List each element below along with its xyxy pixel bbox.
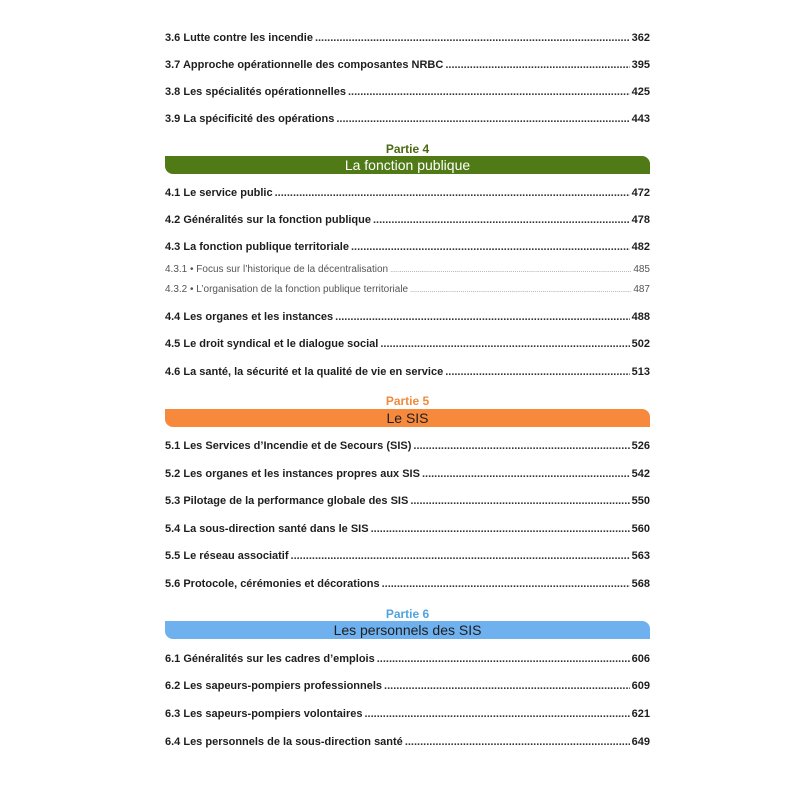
toc-entry-page: 513 bbox=[631, 366, 650, 378]
part-title-bar: Le SIS bbox=[165, 409, 650, 427]
toc-entry[interactable] bbox=[165, 59, 650, 71]
toc-entry-label: 5.1 Les Services d’Incendie et de Secours (SIS) bbox=[165, 440, 412, 452]
part-title-bar: Les personnels des SIS bbox=[165, 621, 650, 639]
toc-entry-label: 4.6 La santé, la sécurité et la qualité de vie en service bbox=[165, 366, 444, 378]
toc-entry-page: 362 bbox=[631, 32, 650, 44]
toc-entry[interactable] bbox=[165, 32, 650, 44]
toc-entry-page: 488 bbox=[631, 311, 650, 323]
dot-leader bbox=[335, 311, 630, 323]
toc-entry-page: 560 bbox=[631, 523, 650, 535]
toc-entry[interactable] bbox=[165, 338, 650, 350]
toc-entry-label: 4.3.2 • L’organisation de la fonction publique territoriale bbox=[165, 284, 409, 295]
toc-entry-label: 6.4 Les personnels de la sous-direction santé bbox=[165, 736, 403, 748]
dot-leader bbox=[380, 338, 629, 350]
toc-entry[interactable] bbox=[165, 578, 650, 590]
toc-entry-page: 425 bbox=[631, 86, 650, 98]
toc-entry-label: 3.6 Lutte contre les incendie bbox=[165, 32, 313, 44]
dot-leader bbox=[445, 366, 629, 378]
dot-leader bbox=[373, 214, 630, 226]
toc-entry[interactable] bbox=[165, 495, 650, 507]
toc-entry-label: 4.4 Les organes et les instances bbox=[165, 311, 334, 323]
toc-entry-page: 443 bbox=[631, 113, 650, 125]
toc-entry-page: 568 bbox=[631, 578, 650, 590]
toc-entry-label: 6.3 Les sapeurs-pompiers volontaires bbox=[165, 708, 363, 720]
toc-entry-label: 5.6 Protocole, cérémonies et décorations bbox=[165, 578, 380, 590]
dot-leader bbox=[413, 440, 629, 452]
toc-entry-page: 550 bbox=[631, 495, 650, 507]
toc-entry[interactable] bbox=[165, 653, 650, 665]
toc-entry-page: 502 bbox=[631, 338, 650, 350]
toc-entry-page: 472 bbox=[631, 187, 650, 199]
toc-entry-label: 5.2 Les organes et les instances propres aux SIS bbox=[165, 468, 420, 480]
toc-entry-page: 621 bbox=[631, 708, 650, 720]
dot-leader bbox=[364, 708, 629, 720]
dot-leader bbox=[384, 680, 630, 692]
toc-entry[interactable] bbox=[165, 241, 650, 253]
toc-entry[interactable] bbox=[165, 708, 650, 720]
toc-entry-label: 4.1 Le service public bbox=[165, 187, 273, 199]
dot-leader bbox=[377, 653, 630, 665]
toc-entry[interactable] bbox=[165, 523, 650, 535]
toc-entry[interactable] bbox=[165, 440, 650, 452]
toc-entry[interactable] bbox=[165, 736, 650, 748]
toc-entry-page: 649 bbox=[631, 736, 650, 748]
toc-entry-label: 6.2 Les sapeurs-pompiers professionnels bbox=[165, 680, 383, 692]
toc-entry-label: 3.8 Les spécialités opérationnelles bbox=[165, 86, 346, 98]
part-label: Partie 6 bbox=[385, 607, 430, 621]
toc-entry-label: 6.1 Généralités sur les cadres d’emplois bbox=[165, 653, 375, 665]
dot-leader bbox=[351, 241, 630, 253]
toc-entry[interactable] bbox=[165, 214, 650, 226]
toc-entry[interactable] bbox=[165, 113, 650, 125]
toc-entry-label: 5.3 Pilotage de la performance globale des SIS bbox=[165, 495, 409, 507]
toc-entry[interactable] bbox=[165, 468, 650, 480]
dot-leader bbox=[410, 495, 629, 507]
toc-entry-page: 487 bbox=[633, 284, 650, 295]
toc-entry[interactable] bbox=[165, 86, 650, 98]
toc-entry-label: 4.2 Généralités sur la fonction publique bbox=[165, 214, 371, 226]
dot-leader bbox=[445, 59, 629, 71]
toc-entry-page: 563 bbox=[631, 550, 650, 562]
toc-entry-page: 485 bbox=[633, 264, 650, 275]
toc-entry-label: 4.3.1 • Focus sur l’historique de la décentralisation bbox=[165, 264, 389, 275]
toc-entry[interactable] bbox=[165, 680, 650, 692]
toc-entry-label: 4.3 La fonction publique territoriale bbox=[165, 241, 349, 253]
toc-subentry[interactable] bbox=[165, 264, 650, 275]
dot-leader bbox=[410, 287, 631, 294]
dot-leader bbox=[371, 523, 630, 535]
toc-entry-page: 609 bbox=[631, 680, 650, 692]
dot-leader bbox=[315, 32, 630, 44]
dot-leader bbox=[382, 578, 630, 590]
toc-entry-label: 3.7 Approche opérationnelle des composantes NRBC bbox=[165, 59, 444, 71]
toc-entry[interactable] bbox=[165, 366, 650, 378]
toc-entry[interactable] bbox=[165, 311, 650, 323]
dot-leader bbox=[291, 550, 630, 562]
toc-entry-page: 542 bbox=[631, 468, 650, 480]
toc-entry-page: 482 bbox=[631, 241, 650, 253]
dot-leader bbox=[405, 736, 630, 748]
toc-subentry[interactable] bbox=[165, 284, 650, 295]
toc-entry-label: 5.4 La sous-direction santé dans le SIS bbox=[165, 523, 369, 535]
dot-leader bbox=[422, 468, 630, 480]
toc-entry-page: 478 bbox=[631, 214, 650, 226]
dot-leader bbox=[275, 187, 630, 199]
part-label: Partie 4 bbox=[385, 142, 430, 156]
part-label: Partie 5 bbox=[385, 394, 430, 408]
toc-entry-label: 4.5 Le droit syndical et le dialogue social bbox=[165, 338, 379, 350]
toc-entry-label: 3.9 La spécificité des opérations bbox=[165, 113, 335, 125]
dot-leader bbox=[390, 267, 631, 274]
dot-leader bbox=[336, 113, 629, 125]
toc-entry-label: 5.5 Le réseau associatif bbox=[165, 550, 289, 562]
toc-entry-page: 606 bbox=[631, 653, 650, 665]
part-title-bar: La fonction publique bbox=[165, 156, 650, 174]
toc-entry-page: 526 bbox=[631, 440, 650, 452]
toc-entry[interactable] bbox=[165, 187, 650, 199]
toc-entry[interactable] bbox=[165, 550, 650, 562]
toc-entry-page: 395 bbox=[631, 59, 650, 71]
dot-leader bbox=[348, 86, 630, 98]
